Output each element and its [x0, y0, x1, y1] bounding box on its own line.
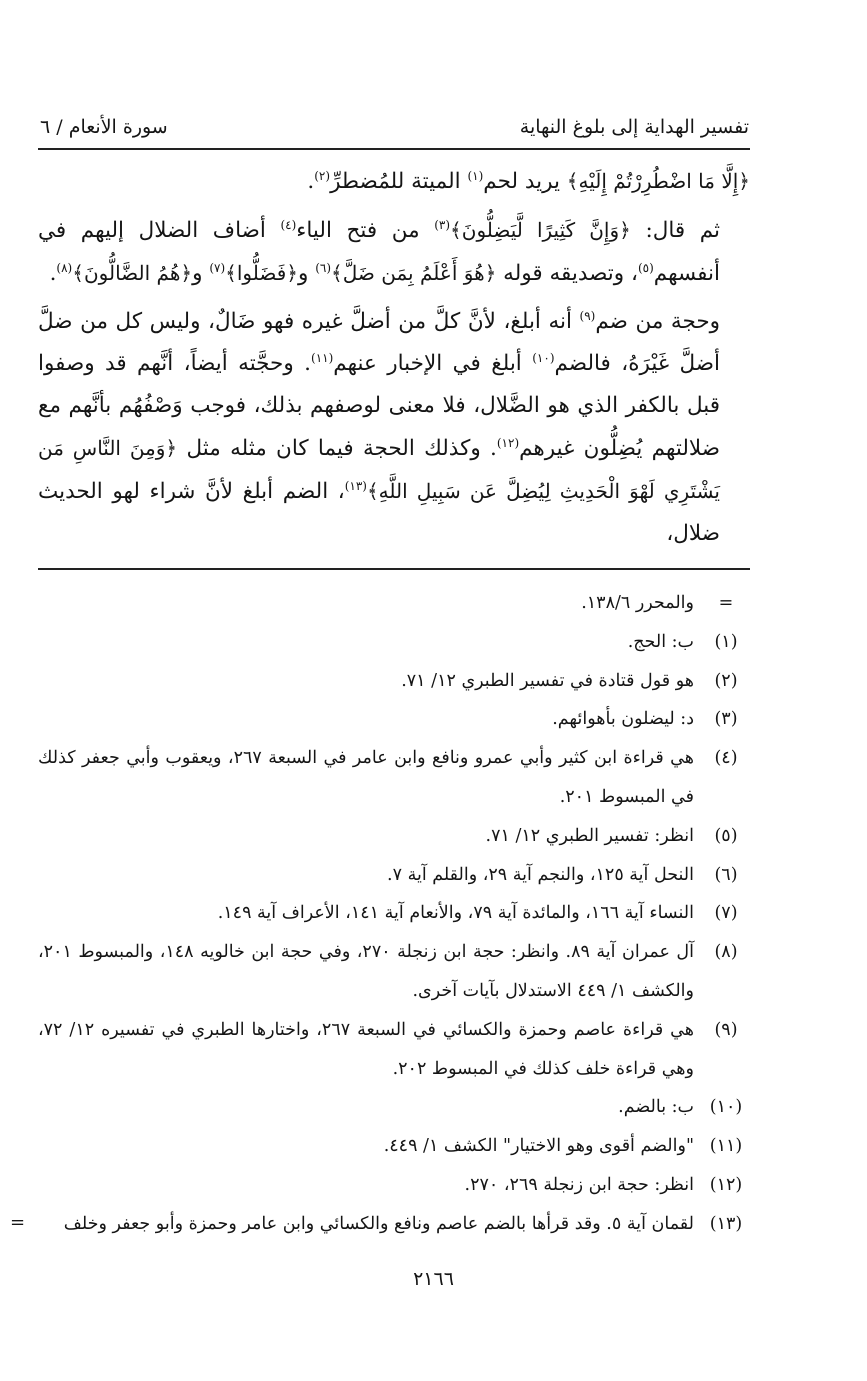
quran-quote: ﴿وَمِنَ النَّاسِ مَن يَشْتَرِي لَهْوَ الْحَدِيثِ لِيُضِلَّ عَن سَبِيلِ اللَّهِ﴾ [38, 436, 720, 503]
continuation-mark: = [10, 1212, 26, 1233]
footnote-ref: (٢) [314, 168, 331, 183]
footnote-item [38, 700, 750, 739]
footnote-text: والمحرر ١٣٨/٦. [581, 593, 694, 613]
footnote-item [38, 1127, 750, 1166]
footnote-number: (٤) [714, 748, 738, 769]
footnote-item [38, 1205, 750, 1244]
footnote-item [38, 662, 750, 701]
running-header-book-title: تفسير الهداية إلى بلوغ النهاية [519, 116, 749, 138]
footnote-number: (١١) [709, 1136, 743, 1157]
quran-quote: ﴿إِلَّا مَا اضْطُرِرْتُمْ إِلَيْهِ﴾ [566, 169, 750, 193]
footnote-ref: (١٢) [496, 435, 520, 450]
footnote-number: (٨) [714, 942, 738, 963]
footnote-ref: (٨) [56, 260, 73, 275]
footnote-item [38, 584, 750, 623]
footnote-ref: (١١) [311, 350, 334, 365]
text-run: يريد لحم [483, 169, 567, 194]
footnote-item [38, 856, 750, 895]
paragraph-1 [38, 160, 750, 203]
footnote-separator [38, 568, 750, 570]
quran-quote: ﴿هُمُ الضَّالُّونَ﴾ [72, 261, 193, 285]
header-rule [38, 148, 750, 150]
text-run: و [192, 261, 210, 286]
quran-quote: ﴿هُوَ أَعْلَمُ بِمَن ضَلَّ﴾ [331, 261, 497, 285]
text-run: . [49, 261, 57, 286]
text-run: ثم قال: [630, 218, 721, 243]
quran-quote: ﴿وَإِنَّ كَثِيرًا لَّيَضِلُّونَ﴾ [450, 218, 631, 242]
footnote-number: (١٠) [709, 1097, 743, 1118]
footnote-text: لقمان آية ٥. وقد قرأها بالضم عاصم ونافع والكسائي وابن عامر وحمزة وأبو جعفر وخلف [63, 1213, 694, 1234]
text-run: . [307, 169, 315, 194]
footnote-item [38, 933, 750, 1011]
text-run: ، الضم أبلغ لأنَّ شراء لهو الحديث ضلال، [38, 479, 720, 546]
paragraph-2 [38, 209, 750, 295]
running-header-surah: سورة الأنعام / ٦ [40, 116, 168, 138]
footnote-number: (٦) [714, 864, 738, 885]
footnote-ref: (٥) [637, 260, 654, 275]
footnote-number: (٥) [714, 825, 738, 846]
text-run: . وكذلك الحجة فيما كان مثله مثل [177, 436, 497, 461]
footnote-text: د: ليضلون بأهوائهم. [552, 709, 694, 730]
footnote-number: (٩) [714, 1019, 738, 1040]
text-run: أنه أبلغ، لأنَّ كلَّ من أضلَّ غيره فهو ضَالٌ، وليس كل من ضلَّ أضلَّ غَيْرَهُ، فالضم [38, 309, 721, 376]
footnote-number: = [718, 593, 734, 613]
footnote-text: ب: بالضم. [618, 1097, 694, 1118]
quran-quote: ﴿فَضَلُّوا﴾ [225, 261, 298, 285]
text-run: أضاف الضلال إليهم في أنفسهم [38, 218, 720, 286]
footnote-text: انظر: تفسير الطبري ١٢/ ٧١. [485, 825, 694, 846]
footnote-number: (١٢) [709, 1174, 743, 1195]
footnote-number: (٢) [714, 670, 738, 691]
text-run: الميتة للمُضطرِّ [330, 169, 468, 194]
text-run: أبلغ في الإخبار عنهم [333, 351, 533, 376]
footnote-number: (٧) [714, 903, 738, 924]
footnote-text: ب: الحج. [627, 631, 694, 652]
footnote-ref: (١٣) [344, 478, 367, 493]
footnote-text: "والضم أقوى وهو الاختيار" الكشف ١/ ٤٤٩. [383, 1136, 694, 1157]
footnote-ref: (١) [467, 168, 484, 183]
footnote-text: هو قول قتادة في تفسير الطبري ١٢/ ٧١. [401, 670, 694, 691]
footnote-item [38, 1088, 750, 1127]
text-run: وحجة من ضم [595, 309, 720, 334]
paragraph-3 [38, 301, 750, 555]
footnote-text: هي قراءة ابن كثير وأبي عمرو ونافع وابن عامر في السبعة ٢٦٧، ويعقوب وأبي جعفر كذلك في المبسوط ٢٠١. [38, 748, 694, 807]
footnote-ref: (٧) [209, 260, 226, 275]
footnote-ref: (٤) [280, 217, 297, 232]
text-run: . وحجَّته أيضاً، أنَّهم قد وصفوا قبل بالكفر الذي هو الضَّلال، فلا معنى لوصفهم بذلك، فوجب وَصْفُهُم بأنَّهم مع ضلالتهم يُضِلُّون غيرهم [38, 351, 720, 461]
main-text [38, 160, 750, 555]
footnote-item [38, 894, 750, 933]
footnote-item [38, 1011, 750, 1089]
footnote-item [38, 739, 750, 817]
footnote-text: انظر: حجة ابن زنجلة ٢٦٩، ٢٧٠. [464, 1174, 694, 1195]
footnote-number: (١٣) [709, 1213, 743, 1234]
text-run: و [298, 261, 316, 286]
footnote-text: هي قراءة عاصم وحمزة والكسائي في السبعة ٢٦٧، واختارها الطبري في تفسيره ١٢/ ٧٢، وهي قراءة خلف كذلك في المبسوط ٢٠٢. [38, 1019, 694, 1079]
footnotes [38, 584, 750, 1244]
footnote-text: النحل آية ١٢٥، والنجم آية ٢٩، والقلم آية ٧. [387, 864, 694, 885]
page-number: ٢١٦٦ [413, 1268, 454, 1290]
footnote-number: (٣) [714, 709, 738, 730]
footnote-ref: (٩) [579, 308, 596, 323]
text-run: ، وتصديقه قوله [496, 261, 638, 286]
footnote-ref: (١٠) [532, 350, 555, 365]
footnote-ref: (٦) [315, 260, 332, 275]
footnote-number: (١) [714, 631, 738, 652]
footnote-text: النساء آية ١٦٦، والمائدة آية ٧٩، والأنعام آية ١٤١، الأعراف آية ١٤٩. [217, 903, 694, 924]
footnote-item [38, 1166, 750, 1205]
footnote-item [38, 623, 750, 662]
text-run: من فتح الياء [296, 218, 435, 243]
footnote-text: آل عمران آية ٨٩. وانظر: حجة ابن زنجلة ٢٧٠، وفي حجة ابن خالويه ١٤٨، والمبسوط ٢٠١، والكشف ١/ ٤٤٩ الاستدلال بآيات آخرى. [38, 942, 695, 1001]
footnote-item [38, 817, 750, 856]
footnote-ref: (٣) [434, 217, 451, 232]
